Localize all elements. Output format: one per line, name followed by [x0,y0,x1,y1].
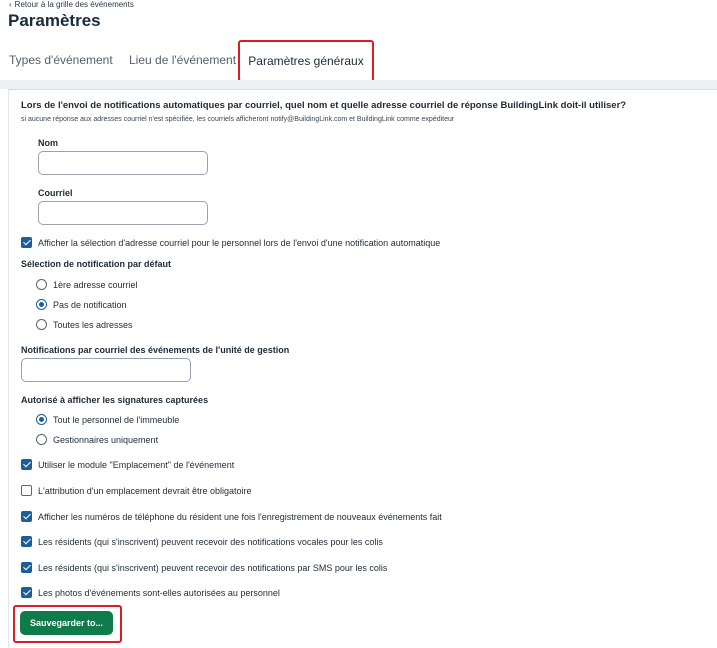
radio-unselected-icon [36,279,47,290]
radio-no-notification-label: Pas de notification [53,299,127,310]
save-button[interactable]: Sauvegarder to... [20,611,113,635]
radio-first-email[interactable] [36,279,138,290]
checkbox-checked-icon [21,459,32,470]
radio-unselected-icon [36,319,47,330]
back-link-label: Retour à la grille des événements [14,0,134,9]
panel-divider [0,80,717,89]
radio-managers-only[interactable] [36,434,158,445]
sms-notifications-label: Les résidents (qui s'inscrivent) peuvent recevoir des notifications par SMS pour les colis [38,562,388,573]
tab-bar [0,40,717,84]
location-required-checkbox[interactable] [21,485,252,496]
checkbox-unchecked-icon [21,485,32,496]
radio-selected-icon [36,299,47,310]
show-email-selection-label: Afficher la sélection d'adresse courriel pour le personnel lors de l'envoi d'une notification automatique [38,237,441,248]
chevron-left-icon: ‹ [9,0,12,9]
checkbox-checked-icon [21,237,32,248]
back-to-grid-link[interactable] [9,0,134,9]
location-module-checkbox[interactable] [21,459,234,470]
radio-selected-icon [36,414,47,425]
management-unit-input[interactable] [21,358,191,382]
sender-question: Lors de l'envoi de notifications automatiques par courriel, quel nom et quelle adresse courriel de réponse BuildingLink doit-il utiliser? [21,100,627,111]
checkbox-checked-icon [21,587,32,598]
radio-all-staff-label: Tout le personnel de l'immeuble [53,414,180,425]
checkbox-checked-icon [21,536,32,547]
name-label: Nom [38,138,58,148]
page-title: Paramètres [8,11,101,30]
voice-notifications-label: Les résidents (qui s'inscrivent) peuvent recevoir des notifications vocales pour les colis [38,536,383,547]
name-input[interactable] [38,151,208,175]
location-required-label: L'attribution d'un emplacement devrait être obligatoire [38,485,252,496]
signatures-label: Autorisé à afficher les signatures capturées [21,395,209,405]
event-photos-label: Les photos d'événements sont-elles autorisées au personnel [38,587,280,598]
radio-all-addresses[interactable] [36,319,133,330]
radio-all-staff[interactable] [36,414,179,425]
radio-managers-only-label: Gestionnaires uniquement [53,434,159,445]
checkbox-checked-icon [21,511,32,522]
tab-event-types[interactable]: Types d'événement [9,53,113,67]
event-photos-checkbox[interactable] [21,587,280,598]
sender-note: si aucune réponse aux adresses courriel n'est spécifiée, les courriels afficheront notify@BuildingLink.com et BuildingLink comme expéditeur [21,116,455,123]
radio-first-email-label: 1ère adresse courriel [53,279,138,290]
radio-unselected-icon [36,434,47,445]
location-module-label: Utiliser le module "Emplacement" de l'événement [38,459,235,470]
voice-notifications-checkbox[interactable] [21,536,383,547]
show-email-selection-checkbox[interactable] [21,237,440,248]
email-input[interactable] [38,201,208,225]
email-label: Courriel [38,188,73,198]
radio-all-addresses-label: Toutes les adresses [53,319,133,330]
management-unit-label: Notifications par courriel des événements de l'unité de gestion [21,345,290,355]
show-phone-numbers-checkbox[interactable] [21,511,442,522]
checkbox-checked-icon [21,562,32,573]
default-notification-label: Sélection de notification par défaut [21,259,172,269]
tab-general-settings[interactable]: Paramètres généraux [238,40,374,82]
sms-notifications-checkbox[interactable] [21,562,387,573]
tab-event-location[interactable]: Lieu de l'événement [129,53,237,67]
show-phone-numbers-label: Afficher les numéros de téléphone du résident une fois l'enregistrement de nouveaux événements fait [38,511,442,522]
radio-no-notification[interactable] [36,299,127,310]
